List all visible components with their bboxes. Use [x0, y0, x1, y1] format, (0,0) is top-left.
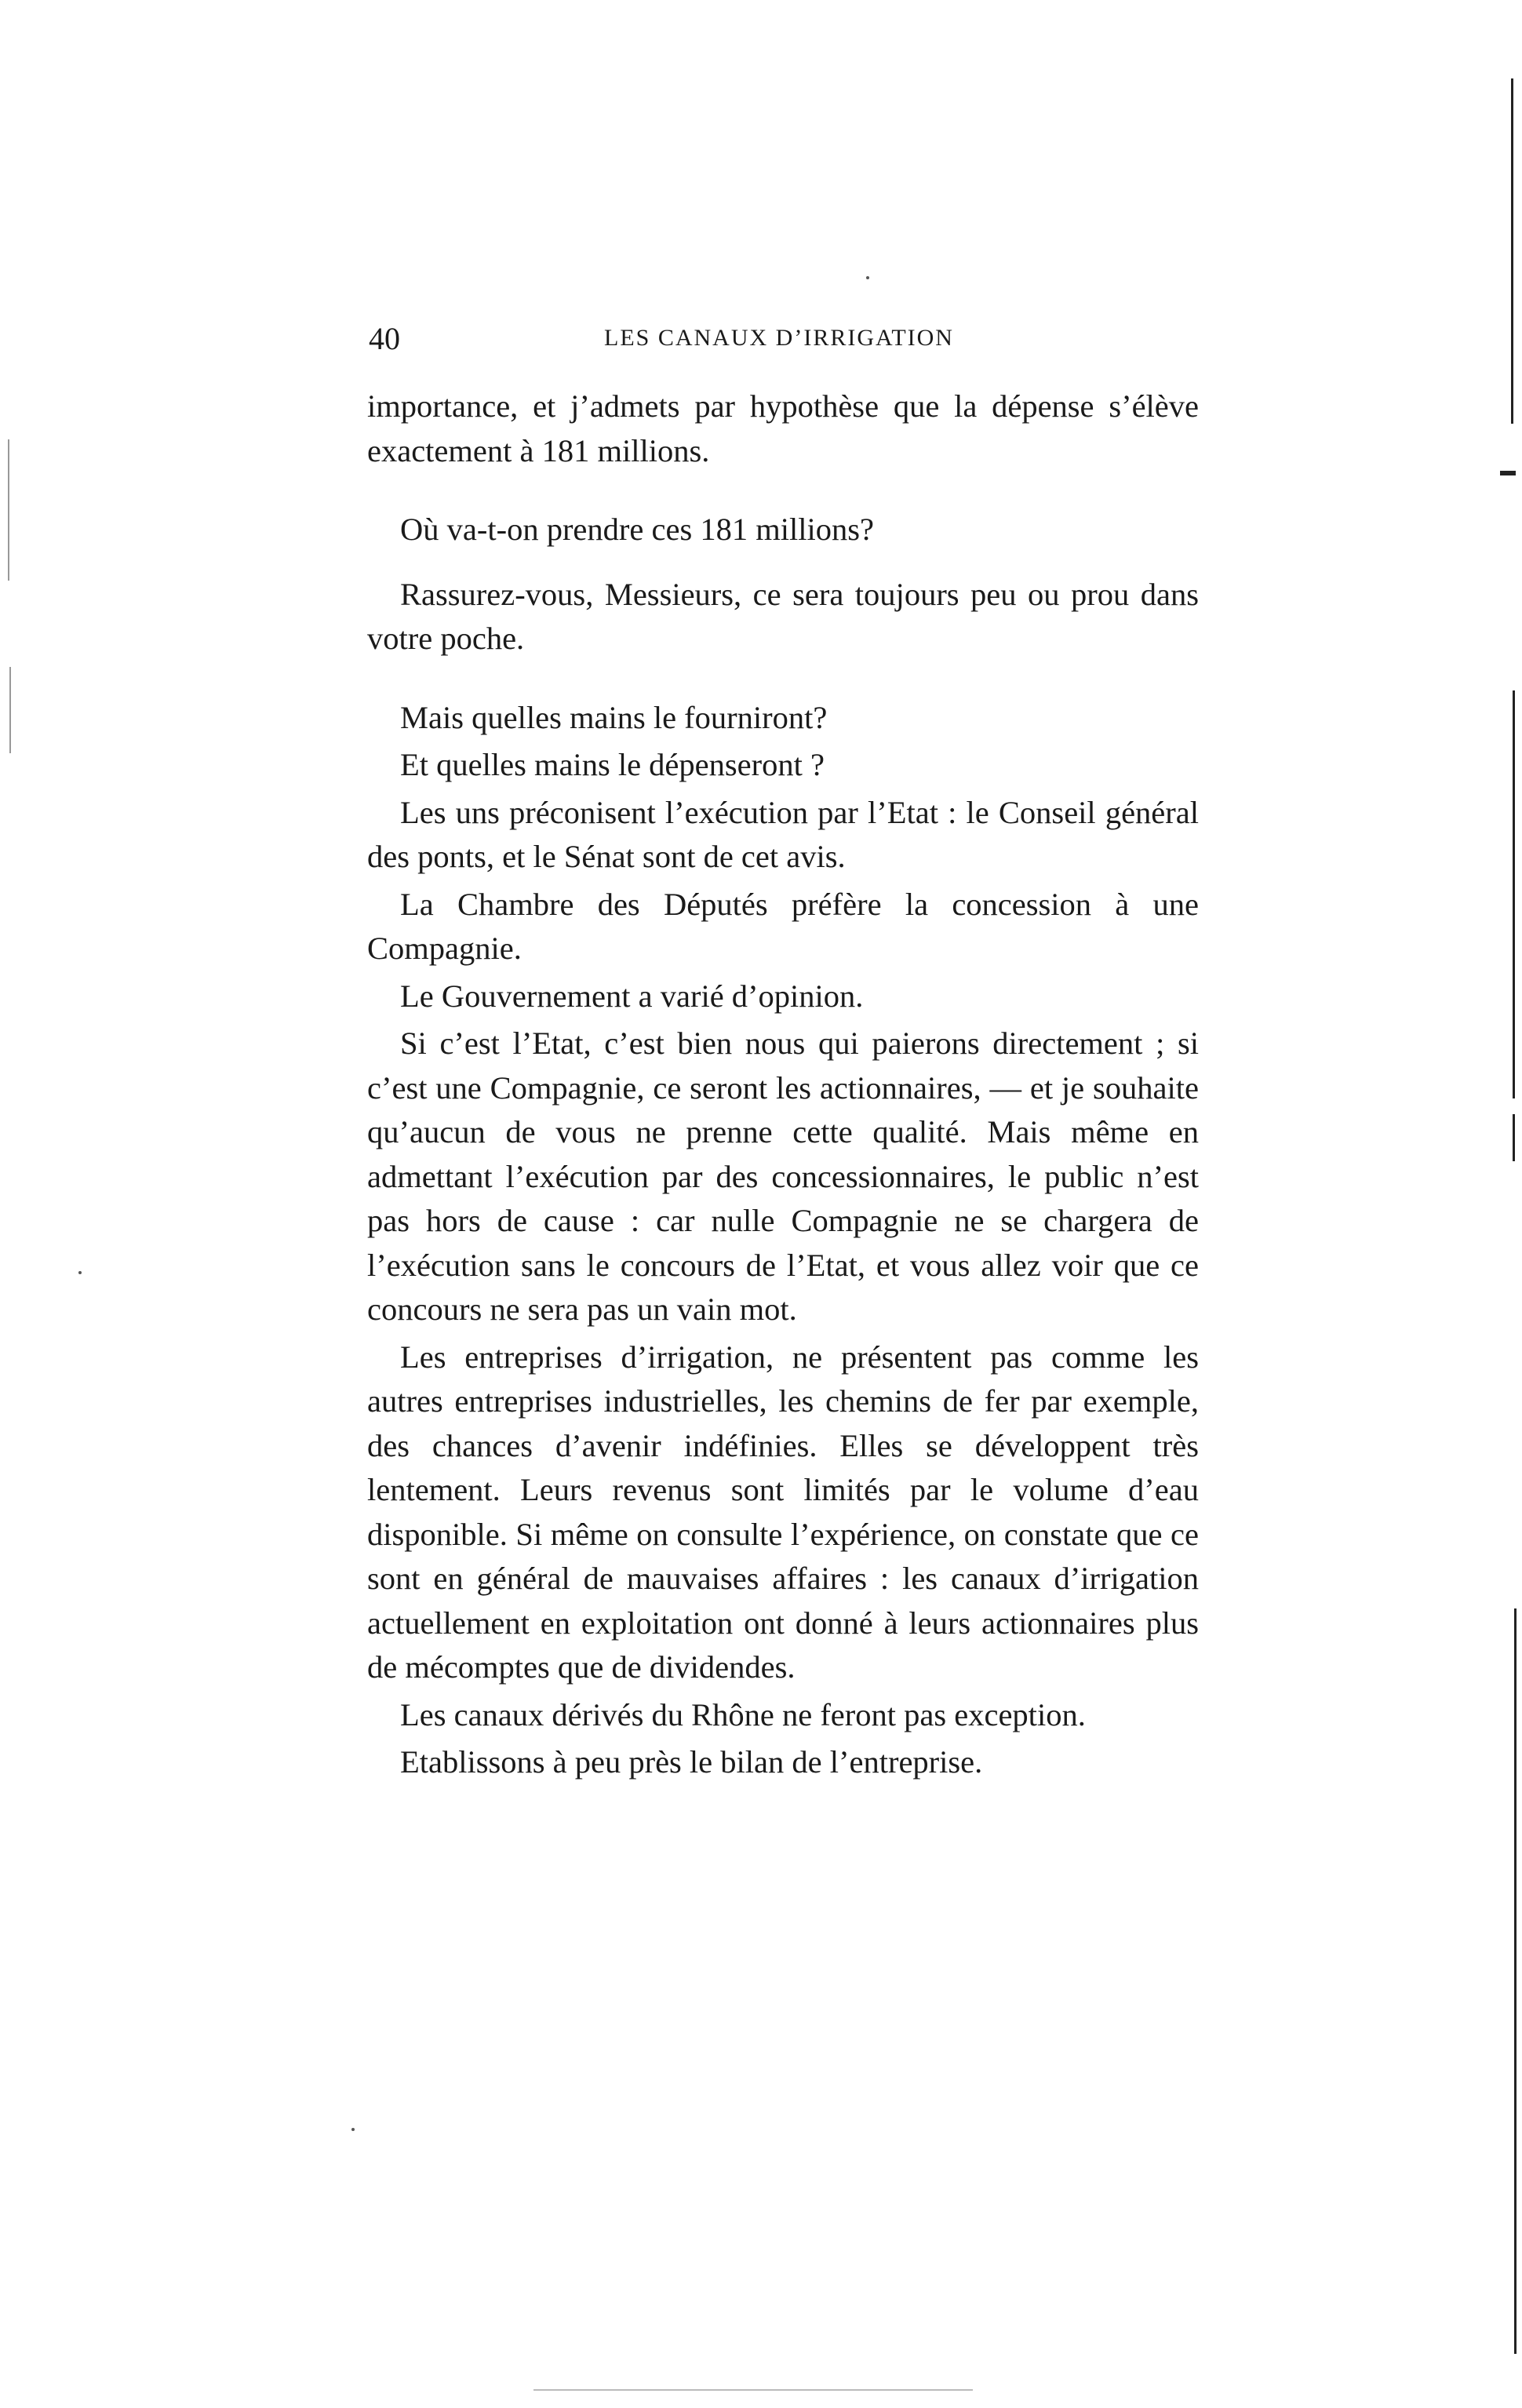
page-number: 40: [369, 321, 400, 356]
scan-edge-mark: [1500, 471, 1516, 475]
paragraph: Les uns préconisent l’exécution par l’Etat : le Conseil général des ponts, et le Sénat sont de cet avis.: [367, 794, 1199, 874]
running-title: LES CANAUX D’IRRIGATION: [604, 325, 954, 351]
paragraph: Si c’est l’Etat, c’est bien nous qui paierons directement ; si c’est une Compagnie, ce seront les actionnaires, — et je souhaite qu’aucun de vous ne prenne cette qualité. Mais même en admettant l’exécution par des concessionnaires, le public n’est pas hors de cause : car nulle Compagnie ne se chargera de l’exécution sans le concours de l’Etat, et vous allez voir que ce concours ne sera pas un vain mot.: [367, 1025, 1199, 1327]
paragraph: Les canaux dérivés du Rhône ne feront pas exception.: [400, 1696, 1086, 1732]
paragraph: Les entreprises d’irrigation, ne présentent pas comme les autres entreprises industrielles, les chemins de fer par exemple, des chances d’avenir indéfinies. Elles se développent très lentement. Leurs revenus sont limités par le volume d’eau disponible. Si même on consulte l’expérience, on constate que ce sont en général de mauvaises affaires : les canaux d’irrigation actuellement en exploitation ont donné à leurs actionnaires plus de mécomptes que de dividendes.: [367, 1339, 1199, 1685]
scan-edge-mark: [533, 2389, 973, 2391]
paragraph: importance, et j’admets par hypothèse que la dépense s’élève exactement à 181 millions.: [367, 388, 1199, 468]
paragraph: Où va-t-on prendre ces 181 millions?: [400, 512, 874, 547]
paragraph: Mais quelles mains le fourniront?: [400, 699, 828, 735]
paragraph: Et quelles mains le dépenseront ?: [400, 747, 825, 782]
scan-speck: [78, 1271, 82, 1274]
scan-edge-mark: [1513, 690, 1515, 1098]
page-header: [369, 320, 1200, 367]
scan-edge-mark: [9, 667, 11, 753]
scan-edge-mark: [1513, 1114, 1515, 1161]
scan-edge-mark: [1514, 1608, 1517, 2354]
paragraph: Rassurez-vous, Messieurs, ce sera toujours peu ou prou dans votre poche.: [367, 576, 1199, 656]
scan-edge-mark: [1511, 78, 1513, 424]
scan-edge-mark: [8, 439, 9, 581]
body-text: [367, 384, 1199, 1788]
paragraph: Etablissons à peu près le bilan de l’entreprise.: [400, 1744, 983, 1780]
paragraph: Le Gouvernement a varié d’opinion.: [400, 978, 864, 1014]
scan-speck: [351, 2128, 355, 2131]
scan-speck: [866, 276, 869, 279]
paragraph: La Chambre des Députés préfère la concession à une Compagnie.: [367, 886, 1199, 966]
